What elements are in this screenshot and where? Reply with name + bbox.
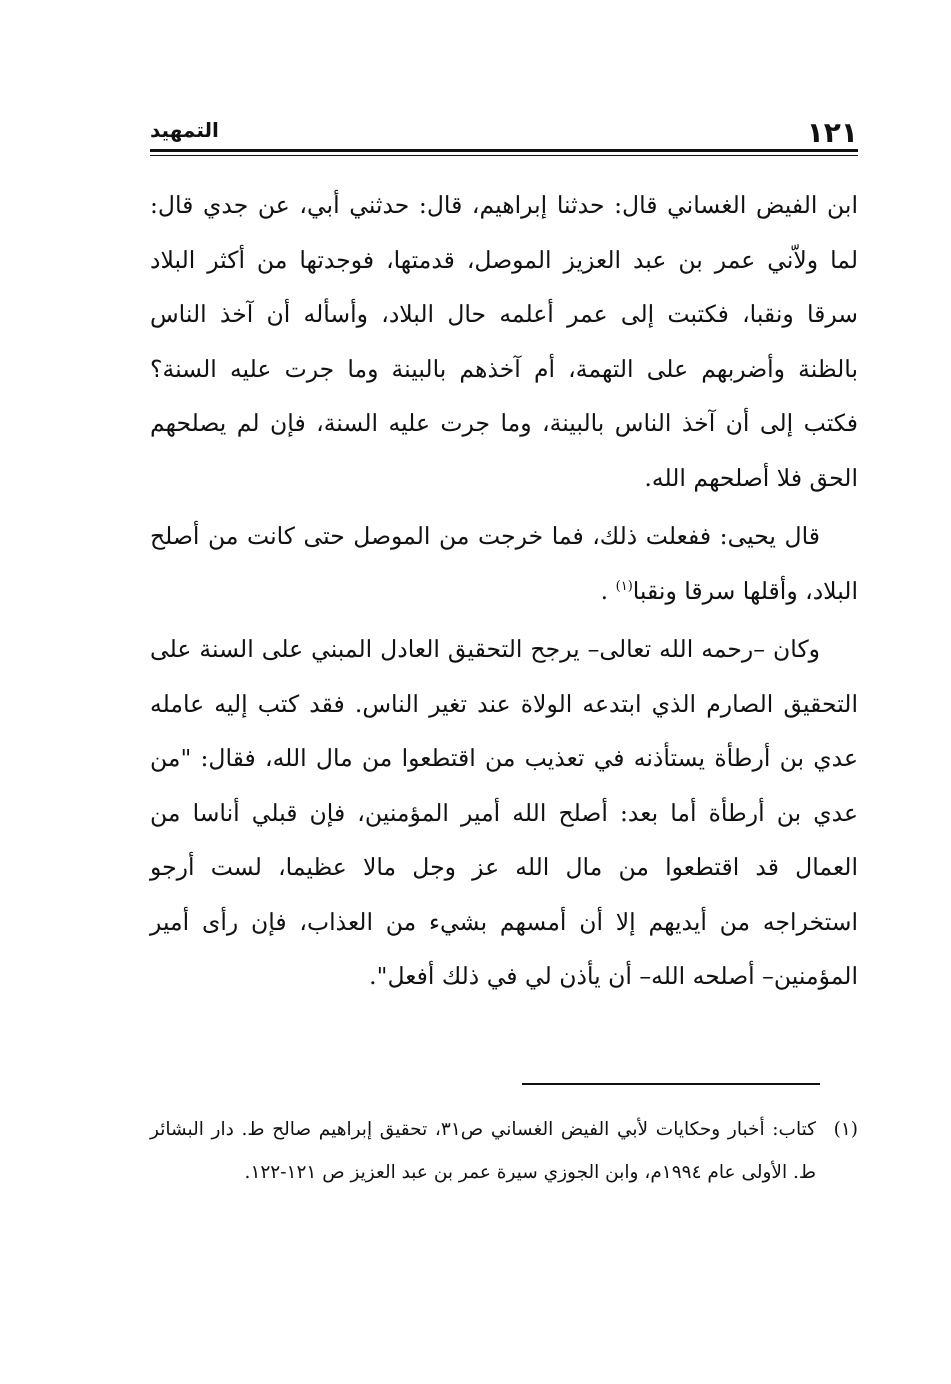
paragraph-2-text: قال يحيى: ففعلت ذلك، فما خرجت من الموصل حتى كانت من أصلح البلاد، وأقلها سرقا ونقبا (150, 522, 858, 605)
running-title: التمهيد (150, 118, 219, 142)
header-rule-thin (150, 155, 858, 156)
page-header (150, 112, 858, 152)
header-rule-thick (150, 149, 858, 152)
body-text (150, 178, 858, 1004)
page-number: ١٢١ (806, 116, 858, 149)
footnotes (150, 1108, 858, 1194)
footnote-separator (522, 1083, 820, 1085)
footnote-number: (١) (833, 1119, 858, 1140)
footnote-text: كتاب: أخبار وحكايات لأبي الفيض الغساني ص٣١، تحقيق إبراهيم صالح ط. دار البشائر ط. الأولى عام ١٩٩٤م، وابن الجوزي سيرة عمر بن عبد العزيز ص ١٢١-١٢٢. (150, 1119, 816, 1183)
paragraph-2-end: . (600, 576, 616, 605)
footnote-reference[interactable]: (١) (615, 578, 633, 594)
paragraph-3: وكان –رحمه الله تعالى– يرجح التحقيق العادل المبني على السنة على التحقيق الصارم الذي ابتدعه الولاة عند تغير الناس. فقد كتب إليه عامله عدي بن أرطأة يستأذنه في تعذيب من اقتطعوا من مال الله، فقال: "من عدي بن أرطأة أما بعد: أصلح الله أمير المؤمنين، فإن قبلي أناسا من العمال قد اقتطعوا من مال الله عز وجل مالا عظيما، لست أرجو استخراجه من أيديهم إلا أن أمسهم بشيء من العذاب، فإن رأى أمير المؤمنين– أصلحه الله– أن يأذن لي في ذلك أفعل". (150, 635, 858, 990)
paragraph-1: ابن الفيض الغساني قال: حدثنا إبراهيم، قال: حدثني أبي، عن جدي قال: لما ولاّني عمر بن عبد العزيز الموصل، قدمتها، فوجدتها من أكثر البلاد سرقا ونقبا، فكتبت إلى عمر أعلمه حال البلاد، وأسأله أن آخذ الناس بالظنة وأضربهم على التهمة، أم آخذهم بالبينة وما جرت عليه السنة؟ فكتب إلى أن آخذ الناس بالبينة، وما جرت عليه السنة، فإن لم يصلحهم الحق فلا أصلحهم الله. (150, 191, 858, 492)
paragraph-2 (150, 509, 858, 618)
footnote-item (150, 1108, 858, 1194)
